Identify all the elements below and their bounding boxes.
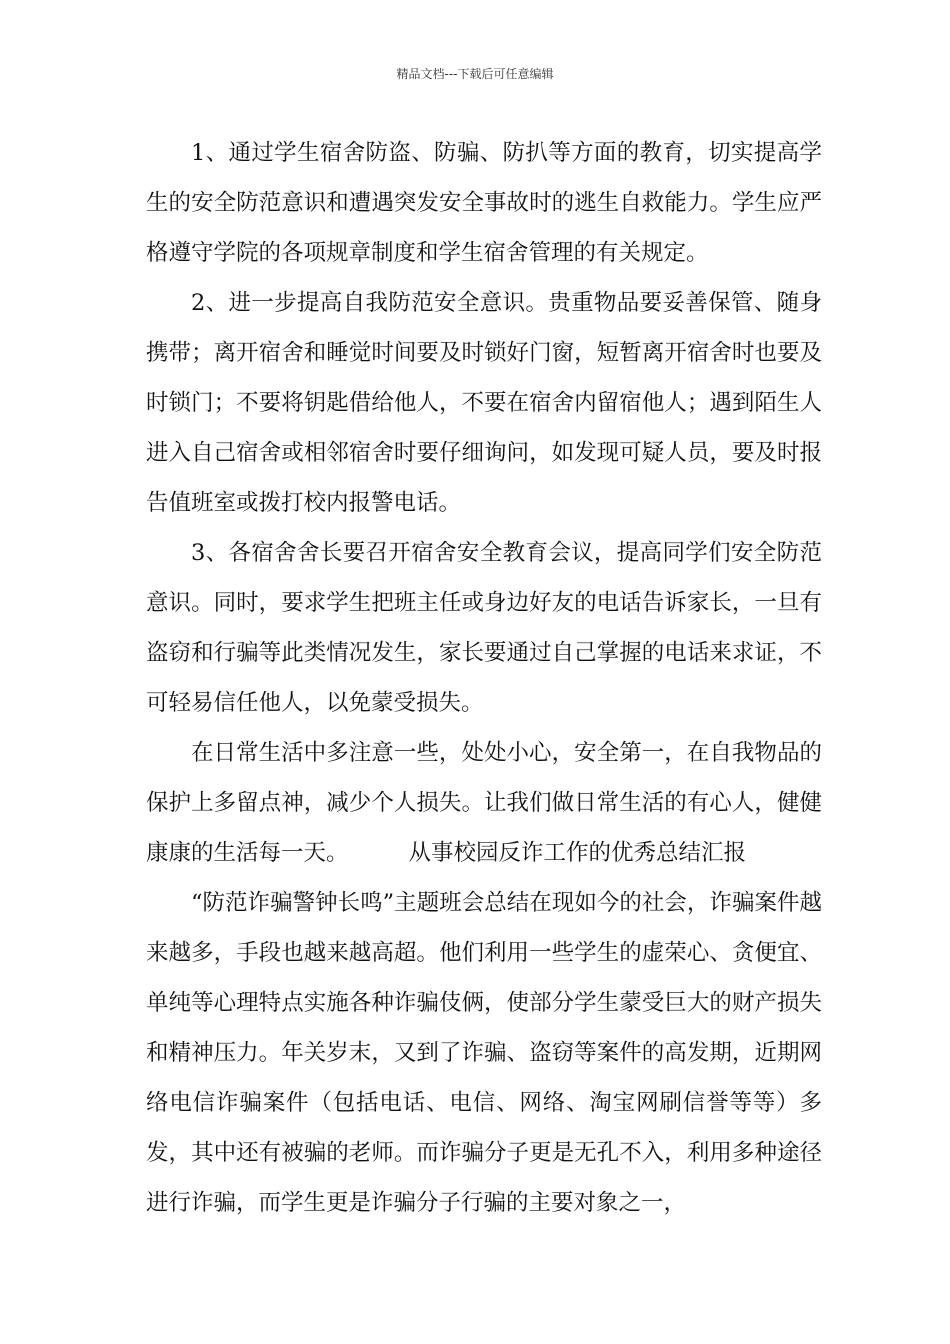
page-header: 精品文档---下载后可任意编辑 bbox=[396, 67, 554, 81]
paragraph-3 bbox=[146, 528, 822, 728]
document-body bbox=[146, 128, 822, 1228]
paragraph-1 bbox=[146, 128, 822, 278]
paragraph-2-text: 2、进一步提高自我防范安全意识。贵重物品要妥善保管、随身携带；离开宿舍和睡觉时间要及时锁好门窗，短暂离开宿舍时也要及时锁门；不要将钥匙借给他人，不要在宿舍内留宿他人；遇到陌生人进入自己宿舍或相邻宿舍时要仔细询问，如发现可疑人员，要及时报告值班室或拨打校内报警电话。 bbox=[146, 290, 822, 516]
paragraph-4-text: 在日常生活中多注意一些，处处小心，安全第一，在自我物品的保护上多留点神，减少个人损失。让我们做日常生活的有心人，健健康康的生活每一天。 bbox=[146, 740, 822, 866]
paragraph-5 bbox=[146, 878, 822, 1228]
paragraph-5-text: “防范诈骗警钟长鸣”主题班会总结在现如今的社会，诈骗案件越来越多，手段也越来越高超。他们利用一些学生的虚荣心、贪便宜、单纯等心理特点实施各种诈骗伎俩，使部分学生蒙受巨大的财产损失和精神压力。年关岁末，又到了诈骗、盗窃等案件的高发期，近期网络电信诈骗案件（包括电话、电信、网络、淘宝网刷信誉等等）多发，其中还有被骗的老师。而诈骗分子更是无孔不入，利用多种途径进行诈骗，而学生更是诈骗分子行骗的主要对象之一， bbox=[146, 890, 822, 1216]
paragraph-4 bbox=[146, 728, 822, 878]
inline-section-title: 从事校园反诈工作的优秀总结汇报 bbox=[408, 840, 747, 866]
paragraph-2 bbox=[146, 278, 822, 528]
paragraph-1-text: 1、通过学生宿舍防盗、防骗、防扒等方面的教育，切实提高学生的安全防范意识和遭遇突发安全事故时的逃生自救能力。学生应严格遵守学院的各项规章制度和学生宿舍管理的有关规定。 bbox=[146, 140, 822, 266]
paragraph-3-text: 3、各宿舍舍长要召开宿舍安全教育会议，提高同学们安全防范意识。同时，要求学生把班主任或身边好友的电话告诉家长，一旦有盗窃和行骗等此类情况发生，家长要通过自己掌握的电话来求证，不可轻易信任他人，以免蒙受损失。 bbox=[146, 540, 822, 716]
